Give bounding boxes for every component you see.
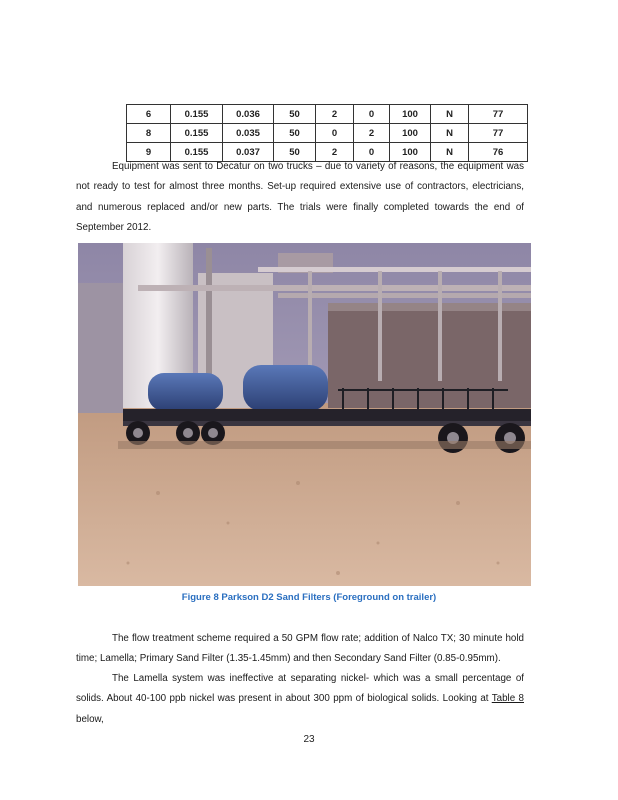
paragraph-lamella-tail: below, [76,713,104,725]
table-cell: N [431,124,469,143]
table-cell: N [431,143,469,162]
paragraph-lamella-text: The Lamella system was ineffective at separating nickel- which was a small percentage of solids. About 40-100 ppb nickel was present in about 300 ppm of biological solids. Looking at [76,673,524,705]
figure-photo [78,243,531,586]
table-cell: 100 [390,124,431,143]
table-cell: 0.155 [171,105,223,124]
table-row [127,124,528,143]
table-row [127,105,528,124]
table-cell: 0 [354,105,390,124]
table-cell: 0 [354,143,390,162]
table-cell: 77 [469,105,528,124]
table-cell: 100 [390,143,431,162]
table-cell: 0.155 [171,143,223,162]
table-cell: 0.037 [223,143,274,162]
paragraph-flow-scheme: The flow treatment scheme required a 50 GPM flow rate; addition of Nalco TX; 30 minute hold time; Lamella; Primary Sand Filter (1.35-1.45mm) and then Secondary Sand Filter (0.85-0.95mm). [76,633,524,665]
table-cell: 2 [316,105,354,124]
table-cell: 2 [316,143,354,162]
figure-caption: Figure 8 Parkson D2 Sand Filters (Foreground on trailer) [181,592,437,603]
table-8-link[interactable]: Table 8 [491,693,524,705]
page-number: 23 [303,734,315,745]
sand-filter-trailer-photo [78,243,531,586]
paragraph-equipment: Equipment was sent to Decatur on two trucks – due to variety of reasons, the equipment was not ready to test for almost three months. Set-up required extensive use of contractors, electricians, and numerous replaced and/or new parts. The trials were finally completed towards the end of September 2012. [76,161,524,234]
table-cell: 6 [127,105,171,124]
table-cell: 8 [127,124,171,143]
table-cell: 76 [469,143,528,162]
table-cell: 100 [390,105,431,124]
table-cell: 9 [127,143,171,162]
table-cell: 0.155 [171,124,223,143]
table-cell: 50 [274,143,316,162]
table-cell: N [431,105,469,124]
table-cell: 2 [354,124,390,143]
paragraph-lamella [76,669,524,730]
table-cell: 0.035 [223,124,274,143]
table-cell: 50 [274,124,316,143]
table-cell: 0.036 [223,105,274,124]
table-cell: 77 [469,124,528,143]
table-cell: 0 [316,124,354,143]
results-table [126,104,528,162]
table-cell: 50 [274,105,316,124]
